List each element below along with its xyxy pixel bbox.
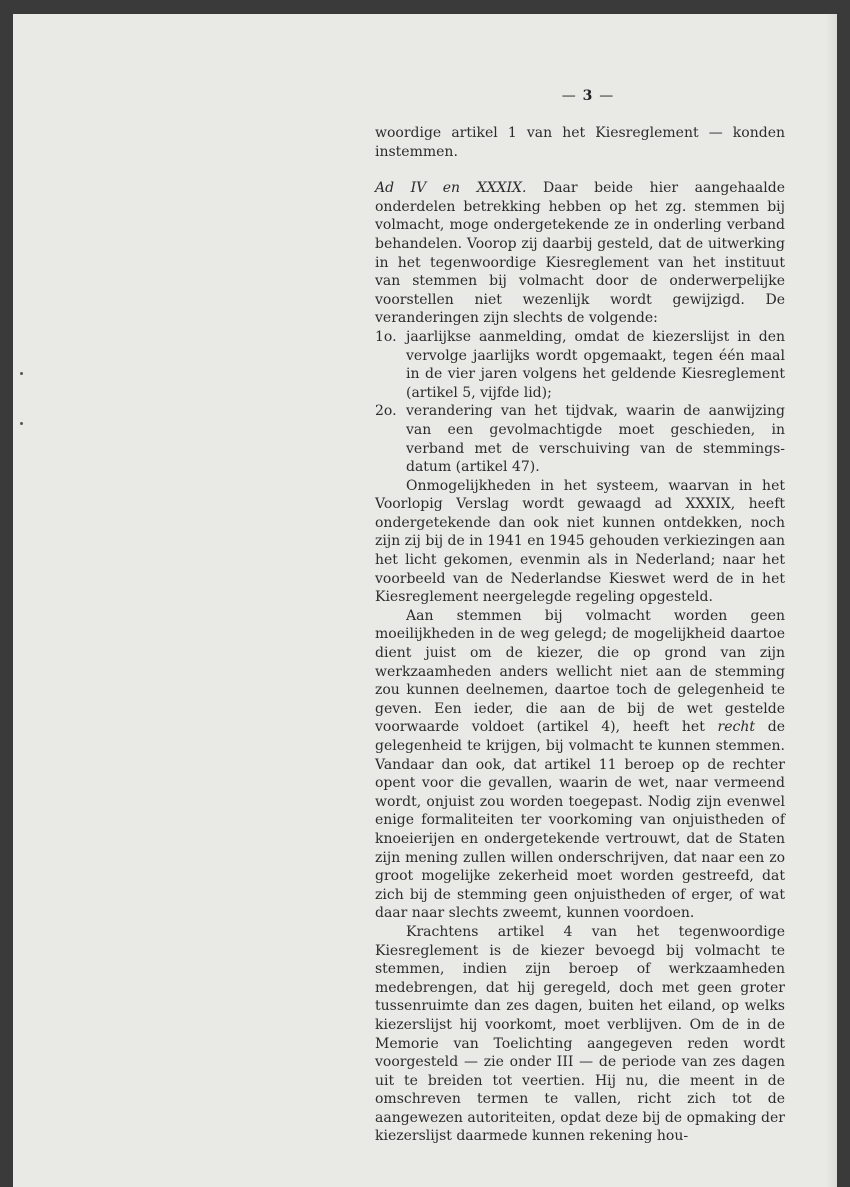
ad-paragraph [375,179,785,328]
page-number-value: 3 [582,88,594,104]
list-item-text: jaarlijkse aanmelding, omdat de kiezerslijst in den vervolge jaarlijks wordt opgemaakt, tegen één maal in de vier jaren volgens het geldende Kiesreglement (artikel 5, vijfde lid); [406,328,785,401]
margin-mark [20,372,23,375]
page-number-dash-right: — [599,88,615,104]
paragraph-aan-stemmen [375,607,785,923]
document-page [13,14,837,1187]
page-number-dash-left: — [561,88,577,104]
emphasis-recht: recht [717,719,756,736]
list-item-number: 1o. [375,328,397,345]
ad-heading: Ad IV en XXXIX. [375,180,527,197]
ad-paragraph-text: Daar beide hier aangehaalde onderdelen betrekking hebben op het zg. stemmen bij volmacht, moge ondergetekende ze in onderling verband behandelen. Voorop zij daarbij gesteld, dat de uitwerking in het tegenwoordige Kiesreglement van het instituut van stemmen bij volmacht door de onderwerpelijke voorstellen niet wezenlijk wordt gewijzigd. De veranderingen zijn slechts de volgende: [375,180,786,327]
paragraph-aan-stemmen-part2: de gelegenheid te krijgen, bij volmacht te kunnen stemmen. Vandaar dan ook, dat artikel 11 beroep op de rechter opent voor die gevallen, waarin de wet, naar vermeend wordt, onjuist zou worden toegepast. Nodig zijn evenwel enige formaliteiten ter voorkoming van onjuistheden of knoeierijen en ondergetekende vertrouwt, dat de Staten zijn mening zullen willen onderschrijven, dat naar een zo groot mogelijke zekerheid moet worden gestreefd, dat zich bij de stemming geen onjuistheden of erger, of wat daar naar slechts zweemt, kunnen voordoen. [375,719,785,922]
list-item [375,402,785,476]
continuation-paragraph: woordige artikel 1 van het Kiesreglement — konden instemmen. [375,125,785,160]
list-item-number: 2o. [375,403,397,420]
list-item-text: verandering van het tijdvak, waarin de aanwijzing van een gevolmachtigde moet geschieden, in verband met de verschuiving van de stemmings-datum (artikel 47). [406,403,785,476]
list-item [375,328,785,402]
paragraph-onmogelijkheden: Onmogelijkheden in het systeem, waarvan in het Voorlopig Verslag wordt gewaagd ad XXXIX, heeft ondergetekende dan ook niet kunnen ontdekken, noch zijn zij bij de in 1941 en 1945 gehouden verkiezingen aan het licht gekomen, evenmin als in Nederland; naar het voorbeeld van de Nederlandse Kieswet werd de in het Kiesreglement neergelegde regeling opgesteld. [375,477,785,606]
page-edge-shadow [825,14,837,1187]
page-number [553,88,623,104]
paragraph-aan-stemmen-part1: Aan stemmen bij volmacht worden geen moeilijkheden in de weg gelegd; de mogelijkheid daartoe dient juist om de kiezer, die op grond van zijn werkzaamheden anders wellicht niet aan de stemming zou kunnen deelnemen, daartoe toch de gelegenheid te geven. Een ieder, die aan de bij de wet gestelde voorwaarde voldoet (artikel 4), heeft het [375,607,785,736]
margin-mark [20,422,23,425]
body-text [375,124,785,1146]
paragraph-gap [375,161,785,179]
paragraph-krachtens: Krachtens artikel 4 van het tegenwoordige Kiesreglement is de kiezer bevoegd bij volmacht te stemmen, indien zijn beroep of werkzaamheden medebrengen, dat hij geregeld, doch met geen groter tussenruimte dan zes dagen, buiten het eiland, op welks kiezerslijst hij voorkomt, moet verblijven. Om de in de Memorie van Toelichting aangegeven reden wordt voorgesteld — zie onder III — de periode van zes dagen uit te breiden tot veertien. Hij nu, die meent in de omschreven termen te vallen, richt zich tot de aangewezen autoriteiten, opdat deze bij de opmaking der kiezerslijst daarmede kunnen rekening hou- [375,923,785,1145]
